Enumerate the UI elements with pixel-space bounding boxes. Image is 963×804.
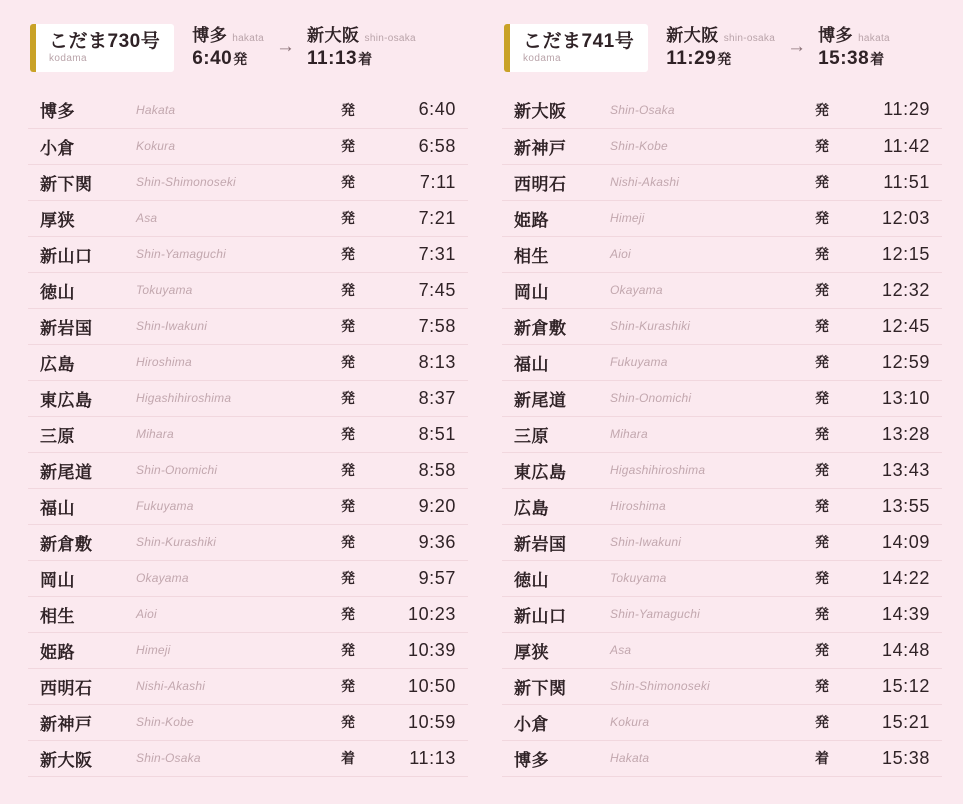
table-row (28, 92, 468, 128)
stop-time: 13:55 (842, 488, 942, 524)
stop-time: 9:57 (368, 560, 468, 596)
route-destination-time: 15:38 (818, 48, 870, 70)
stop-name-jp: 小倉 (502, 704, 610, 740)
stop-time: 8:58 (368, 452, 468, 488)
stop-name-jp: 広島 (28, 344, 136, 380)
train-name-en: kodama (49, 53, 87, 65)
route-summary (666, 26, 890, 70)
stop-name-jp: 岡山 (502, 272, 610, 308)
stop-name-en: Higashihiroshima (610, 452, 802, 488)
stop-mark: 発 (328, 308, 368, 344)
table-row (502, 452, 942, 488)
stop-name-jp: 新倉敷 (502, 308, 610, 344)
arrow-right-icon: → (276, 36, 296, 58)
stop-time: 9:20 (368, 488, 468, 524)
stop-name-en: Okayama (136, 560, 328, 596)
table-row (502, 704, 942, 740)
table-row (28, 524, 468, 560)
table-row (28, 740, 468, 776)
route-destination-suffix: 着 (870, 51, 885, 68)
stop-mark: 発 (328, 236, 368, 272)
route-origin (192, 26, 264, 70)
stop-name-en: Shin-Shimonoseki (610, 668, 802, 704)
table-row (502, 308, 942, 344)
stop-time: 7:45 (368, 272, 468, 308)
stop-mark: 発 (802, 344, 842, 380)
stop-name-jp: 相生 (28, 596, 136, 632)
stop-time: 8:51 (368, 416, 468, 452)
table-row (28, 200, 468, 236)
stop-mark: 発 (802, 200, 842, 236)
stop-name-en: Shin-Osaka (610, 92, 802, 128)
table-row (502, 596, 942, 632)
stop-name-en: Shin-Osaka (136, 740, 328, 776)
stop-name-en: Higashihiroshima (136, 380, 328, 416)
train-name-card (504, 24, 648, 73)
stop-name-jp: 三原 (28, 416, 136, 452)
table-row (28, 488, 468, 524)
table-row (502, 344, 942, 380)
stop-name-en: Shin-Onomichi (136, 452, 328, 488)
route-origin-jp: 新大阪 (666, 25, 719, 45)
stop-mark: 発 (328, 452, 368, 488)
table-row (502, 524, 942, 560)
stop-mark: 発 (328, 200, 368, 236)
stop-time: 6:58 (368, 128, 468, 164)
stop-name-jp: 広島 (502, 488, 610, 524)
table-row (28, 704, 468, 740)
stop-time: 10:23 (368, 596, 468, 632)
train-name-card (30, 24, 174, 73)
stop-time: 8:37 (368, 380, 468, 416)
stop-mark: 発 (802, 308, 842, 344)
stop-name-jp: 東広島 (502, 452, 610, 488)
stop-mark: 発 (328, 92, 368, 128)
stop-time: 14:09 (842, 524, 942, 560)
table-row (502, 272, 942, 308)
stop-name-jp: 西明石 (28, 668, 136, 704)
stop-name-en: Hakata (610, 740, 802, 776)
stop-mark: 発 (328, 344, 368, 380)
stop-time: 6:40 (368, 92, 468, 128)
stop-mark: 発 (802, 668, 842, 704)
stop-time: 14:48 (842, 632, 942, 668)
stop-name-en: Shin-Kobe (136, 704, 328, 740)
route-summary (192, 26, 416, 70)
stop-name-jp: 姫路 (28, 632, 136, 668)
stop-mark: 発 (328, 380, 368, 416)
route-origin-suffix: 発 (717, 51, 732, 68)
stop-name-en: Hiroshima (610, 488, 802, 524)
stop-time: 11:42 (842, 128, 942, 164)
stop-mark: 発 (802, 92, 842, 128)
stop-time: 7:11 (368, 164, 468, 200)
stop-name-en: Shin-Onomichi (610, 380, 802, 416)
stop-name-jp: 新下関 (28, 164, 136, 200)
stop-name-en: Tokuyama (610, 560, 802, 596)
stop-mark: 発 (328, 632, 368, 668)
stop-time: 8:13 (368, 344, 468, 380)
stop-name-jp: 新尾道 (502, 380, 610, 416)
stops-table (502, 92, 942, 777)
table-row (502, 128, 942, 164)
stop-time: 14:39 (842, 596, 942, 632)
train-name-en: kodama (523, 53, 561, 65)
stop-mark: 発 (802, 524, 842, 560)
stop-time: 10:39 (368, 632, 468, 668)
stop-name-jp: 徳山 (502, 560, 610, 596)
stop-name-en: Himeji (610, 200, 802, 236)
stop-name-jp: 岡山 (28, 560, 136, 596)
route-origin-en: shin-osaka (723, 32, 776, 44)
stop-mark: 発 (802, 488, 842, 524)
stop-name-jp: 新神戸 (28, 704, 136, 740)
table-row (28, 596, 468, 632)
stop-time: 15:38 (842, 740, 942, 776)
table-row (28, 164, 468, 200)
train-column (28, 22, 468, 782)
table-row (28, 380, 468, 416)
stop-name-jp: 厚狭 (28, 200, 136, 236)
route-origin (666, 26, 775, 70)
stop-name-jp: 三原 (502, 416, 610, 452)
stop-name-en: Kokura (136, 128, 328, 164)
stop-mark: 発 (802, 236, 842, 272)
stop-name-jp: 新大阪 (28, 740, 136, 776)
table-row (502, 740, 942, 776)
stop-name-jp: 徳山 (28, 272, 136, 308)
stop-mark: 発 (328, 164, 368, 200)
stop-name-jp: 新岩国 (502, 524, 610, 560)
stop-name-jp: 新山口 (28, 236, 136, 272)
table-row (28, 632, 468, 668)
route-origin-suffix: 発 (233, 51, 248, 68)
stop-time: 9:36 (368, 524, 468, 560)
table-row (502, 416, 942, 452)
route-destination-jp: 博多 (818, 25, 854, 45)
stop-time: 15:21 (842, 704, 942, 740)
stop-name-jp: 相生 (502, 236, 610, 272)
stop-mark: 発 (802, 380, 842, 416)
stop-mark: 発 (802, 596, 842, 632)
stop-time: 11:13 (368, 740, 468, 776)
stop-name-en: Aioi (136, 596, 328, 632)
stop-name-jp: 新下関 (502, 668, 610, 704)
stop-name-jp: 小倉 (28, 128, 136, 164)
stop-name-jp: 新大阪 (502, 92, 610, 128)
stop-name-jp: 厚狭 (502, 632, 610, 668)
train-header (502, 22, 942, 74)
stop-mark: 発 (328, 524, 368, 560)
stop-name-jp: 新倉敷 (28, 524, 136, 560)
table-row (502, 668, 942, 704)
stop-time: 13:43 (842, 452, 942, 488)
table-row (502, 164, 942, 200)
route-destination-jp: 新大阪 (307, 25, 360, 45)
stop-name-en: Aioi (610, 236, 802, 272)
stop-time: 12:59 (842, 344, 942, 380)
stop-name-jp: 姫路 (502, 200, 610, 236)
stop-name-jp: 福山 (502, 344, 610, 380)
stop-name-jp: 新神戸 (502, 128, 610, 164)
table-row (28, 344, 468, 380)
stop-name-en: Hiroshima (136, 344, 328, 380)
train-name-jp: こだま730号 (49, 30, 161, 52)
stop-time: 7:21 (368, 200, 468, 236)
stop-time: 12:32 (842, 272, 942, 308)
table-row (502, 488, 942, 524)
stop-name-en: Shin-Kobe (610, 128, 802, 164)
stop-mark: 発 (802, 272, 842, 308)
stop-mark: 発 (802, 128, 842, 164)
stop-time: 11:51 (842, 164, 942, 200)
stop-mark: 発 (802, 452, 842, 488)
route-origin-time: 11:29 (666, 48, 717, 70)
stop-name-en: Fukuyama (136, 488, 328, 524)
route-destination-time: 11:13 (307, 48, 358, 70)
stop-name-en: Tokuyama (136, 272, 328, 308)
table-row (502, 92, 942, 128)
stop-time: 7:31 (368, 236, 468, 272)
stop-mark: 発 (802, 164, 842, 200)
stop-name-en: Himeji (136, 632, 328, 668)
stop-time: 12:03 (842, 200, 942, 236)
stop-mark: 発 (328, 560, 368, 596)
stop-name-jp: 新尾道 (28, 452, 136, 488)
stop-time: 14:22 (842, 560, 942, 596)
stop-time: 7:58 (368, 308, 468, 344)
stop-name-jp: 新岩国 (28, 308, 136, 344)
stop-name-en: Asa (610, 632, 802, 668)
stop-name-en: Fukuyama (610, 344, 802, 380)
stop-name-en: Shin-Iwakuni (610, 524, 802, 560)
stop-name-en: Shin-Yamaguchi (136, 236, 328, 272)
stop-mark: 発 (328, 128, 368, 164)
stop-time: 11:29 (842, 92, 942, 128)
stop-name-jp: 西明石 (502, 164, 610, 200)
stop-time: 12:15 (842, 236, 942, 272)
route-destination-suffix: 着 (358, 51, 373, 68)
table-row (28, 272, 468, 308)
table-row (28, 668, 468, 704)
route-origin-jp: 博多 (192, 25, 228, 45)
table-row (28, 128, 468, 164)
stop-time: 13:10 (842, 380, 942, 416)
table-row (502, 380, 942, 416)
stop-name-en: Shin-Iwakuni (136, 308, 328, 344)
stop-mark: 発 (802, 560, 842, 596)
train-column (502, 22, 942, 782)
table-row (28, 308, 468, 344)
stop-mark: 発 (802, 416, 842, 452)
stop-time: 12:45 (842, 308, 942, 344)
stop-time: 13:28 (842, 416, 942, 452)
table-row (28, 416, 468, 452)
stop-mark: 着 (802, 740, 842, 776)
stop-name-jp: 福山 (28, 488, 136, 524)
route-destination-en: hakata (858, 32, 890, 44)
stop-name-en: Asa (136, 200, 328, 236)
train-header (28, 22, 468, 74)
stop-name-en: Kokura (610, 704, 802, 740)
stop-name-jp: 東広島 (28, 380, 136, 416)
stop-mark: 発 (802, 632, 842, 668)
arrow-right-icon: → (787, 36, 807, 58)
table-row (28, 560, 468, 596)
stops-table (28, 92, 468, 777)
stop-mark: 発 (328, 704, 368, 740)
stop-name-en: Okayama (610, 272, 802, 308)
stop-mark: 発 (802, 704, 842, 740)
stop-name-en: Nishi-Akashi (610, 164, 802, 200)
stop-time: 10:50 (368, 668, 468, 704)
table-row (28, 452, 468, 488)
stop-name-en: Shin-Kurashiki (610, 308, 802, 344)
stop-name-jp: 博多 (28, 92, 136, 128)
table-row (502, 560, 942, 596)
stop-time: 15:12 (842, 668, 942, 704)
stop-name-jp: 博多 (502, 740, 610, 776)
stop-name-en: Shin-Yamaguchi (610, 596, 802, 632)
table-row (502, 632, 942, 668)
stop-name-jp: 新山口 (502, 596, 610, 632)
stop-name-en: Shin-Kurashiki (136, 524, 328, 560)
table-row (502, 236, 942, 272)
stop-name-en: Shin-Shimonoseki (136, 164, 328, 200)
stop-name-en: Nishi-Akashi (136, 668, 328, 704)
stop-name-en: Mihara (136, 416, 328, 452)
route-destination (307, 26, 416, 70)
stop-mark: 発 (328, 668, 368, 704)
route-destination (818, 26, 890, 70)
route-origin-time: 6:40 (192, 48, 233, 70)
stop-mark: 発 (328, 416, 368, 452)
route-destination-en: shin-osaka (364, 32, 416, 44)
stop-mark: 発 (328, 596, 368, 632)
train-name-jp: こだま741号 (523, 30, 635, 52)
table-row (502, 200, 942, 236)
route-origin-en: hakata (232, 32, 265, 44)
stop-mark: 発 (328, 272, 368, 308)
stop-time: 10:59 (368, 704, 468, 740)
stop-mark: 着 (328, 740, 368, 776)
stop-mark: 発 (328, 488, 368, 524)
table-row (28, 236, 468, 272)
stop-name-en: Hakata (136, 92, 328, 128)
stop-name-en: Mihara (610, 416, 802, 452)
